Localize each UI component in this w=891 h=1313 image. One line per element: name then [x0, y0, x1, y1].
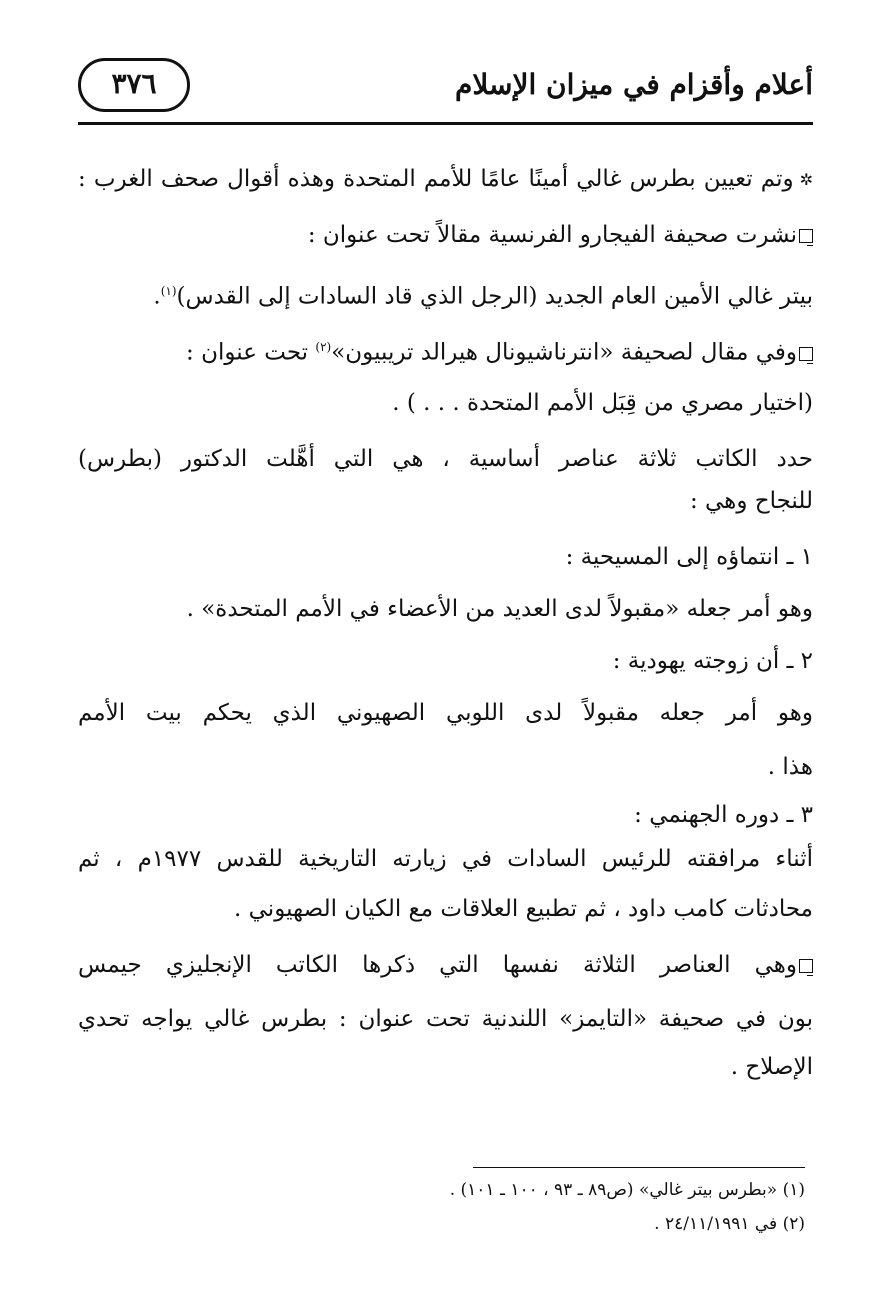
footnote-divider — [473, 1167, 805, 1168]
footnote-2 — [78, 1210, 805, 1238]
footnote-text: في ٢٤/١١/١٩٩١ . — [654, 1214, 778, 1234]
running-title: أعلام وأقزام في ميزان الإسلام — [455, 68, 813, 101]
list-heading-2: ٢ ـ أن زوجته يهودية : — [612, 648, 813, 674]
footnote-text: «بطرس بيتر غالي» (ص٨٩ ـ ٩٣ ، ١٠٠ ـ ١٠١) . — [449, 1180, 778, 1200]
body-line: حدد الكاتب ثلاثة عناصر أساسية ، هي التي أهَّلت الدكتور (بطرس) — [78, 446, 813, 472]
footnote-ref-2: (٢) — [315, 340, 332, 354]
footnote-1 — [78, 1176, 805, 1204]
footnote-marker: (٢) — [782, 1214, 805, 1234]
body-line: (اختيار مصري من قِبَل الأمم المتحدة . . . ) . — [392, 390, 813, 416]
body-line: وهو أمر جعله «مقبولاً لدى العديد من الأعضاء في الأمم المتحدة» . — [186, 596, 813, 622]
body-line: هذا . — [767, 754, 813, 780]
square-bullet-icon — [799, 229, 813, 243]
body-line: محادثات كامب داود ، ثم تطبيع العلاقات مع الكيان الصهيوني . — [234, 896, 813, 922]
footnote-ref-1: (١) — [160, 284, 177, 298]
body-line: بون في صحيفة «التايمز» اللندنية تحت عنوان : بطرس غالي يواجه تحدي — [78, 1006, 813, 1032]
list-heading-3: ٣ ـ دوره الجهنمي : — [634, 802, 813, 828]
body-line: للنجاح وهي : — [689, 488, 813, 514]
page-number: ٣٧٦ — [78, 58, 190, 112]
header-divider — [78, 122, 813, 125]
body-line: ✲وتم تعيين بطرس غالي أمينًا عامًا للأمم المتحدة وهذه أقوال صحف الغرب : — [78, 166, 813, 192]
list-heading-1: ١ ـ انتماؤه إلى المسيحية : — [565, 544, 813, 570]
body-line: أثناء مرافقته للرئيس السادات في زيارته التاريخية للقدس ١٩٧٧م ، ثم — [78, 846, 813, 872]
asterism-icon: ✲ — [799, 170, 813, 189]
body-line: الإصلاح . — [730, 1054, 813, 1080]
page-header — [78, 58, 813, 120]
body-line: وفي مقال لصحيفة «انترناشيونال هيرالد تريبيون»$^{(٢)}$ تحت عنوان : — [78, 328, 813, 366]
body-line: نشرت صحيفة الفيجارو الفرنسية مقالاً تحت عنوان : — [78, 216, 813, 254]
body-line: بيتر غالي الأمين العام الجديد (الرجل الذي قاد السادات إلى القدس)$^{(١)}$. — [153, 283, 813, 310]
footnote-marker: (١) — [782, 1180, 805, 1200]
body-line: وهو أمر جعله مقبولاً لدى اللوبي الصهيوني الذي يحكم بيت الأمم — [78, 700, 813, 726]
body-line: وهي العناصر الثلاثة نفسها التي ذكرها الكاتب الإنجليزي جيمس — [78, 946, 813, 984]
square-bullet-icon — [799, 959, 813, 973]
square-bullet-icon — [799, 347, 813, 361]
